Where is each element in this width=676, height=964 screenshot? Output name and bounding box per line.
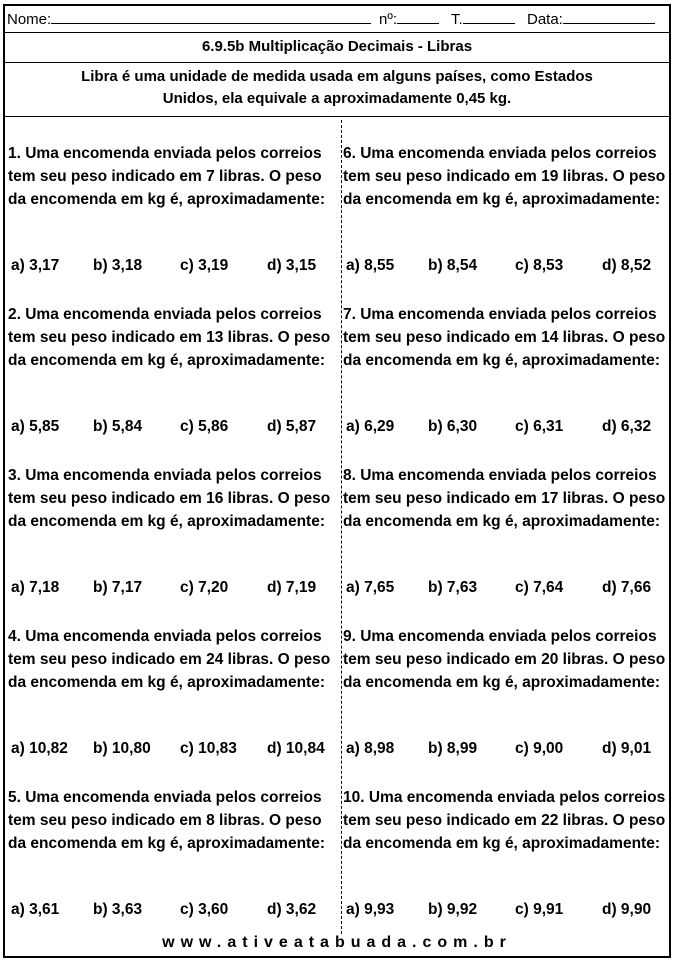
- number-line: [397, 10, 439, 24]
- option-c[interactable]: c) 7,20: [180, 579, 229, 596]
- option-d[interactable]: d) 9,90: [602, 901, 652, 918]
- option-d[interactable]: d) 10,84: [267, 740, 325, 757]
- option-c[interactable]: c) 10,83: [180, 740, 237, 757]
- class-field[interactable]: [451, 10, 515, 28]
- questions-area: [5, 116, 669, 934]
- title-row: [5, 32, 669, 63]
- question-text: 3. Uma encomenda enviada pelos correios tem seu peso indicado em 16 libras. O peso da encomenda em kg é, aproximadamente:: [8, 467, 331, 530]
- worksheet: [3, 4, 671, 958]
- option-a[interactable]: a) 9,93: [346, 901, 395, 918]
- class-label: T.: [451, 11, 463, 28]
- option-a[interactable]: a) 8,55: [346, 257, 395, 274]
- option-b[interactable]: b) 8,99: [428, 740, 478, 757]
- option-c[interactable]: c) 3,19: [180, 257, 229, 274]
- question-text: 7. Uma encomenda enviada pelos correios tem seu peso indicado em 14 libras. O peso da encomenda em kg é, aproximadamente:: [343, 306, 666, 369]
- question-text: 1. Uma encomenda enviada pelos correios tem seu peso indicado em 7 libras. O peso da encomenda em kg é, aproximadamente:: [8, 145, 325, 208]
- option-a[interactable]: a) 3,61: [11, 901, 60, 918]
- date-line: [563, 10, 655, 24]
- left-column: [5, 116, 338, 934]
- name-label: Nome:: [7, 11, 52, 28]
- option-a[interactable]: a) 8,98: [346, 740, 395, 757]
- option-b[interactable]: b) 10,80: [93, 740, 151, 757]
- question-text: 2. Uma encomenda enviada pelos correios tem seu peso indicado em 13 libras. O peso da encomenda em kg é, aproximadamente:: [8, 306, 331, 369]
- right-column: [340, 116, 673, 934]
- date-label: Data:: [527, 11, 563, 28]
- option-d[interactable]: d) 9,01: [602, 740, 652, 757]
- class-line: [463, 10, 515, 24]
- question-text: 6. Uma encomenda enviada pelos correios tem seu peso indicado em 19 libras. O peso da encomenda em kg é, aproximadamente:: [343, 145, 666, 208]
- info-line-1: Libra é uma unidade de medida usada em alguns países, como Estados: [81, 68, 593, 85]
- question-10: [340, 760, 673, 921]
- question-4: [5, 599, 338, 760]
- option-c[interactable]: c) 9,91: [515, 901, 564, 918]
- option-a[interactable]: a) 10,82: [11, 740, 68, 757]
- question-1: [5, 116, 338, 277]
- option-c[interactable]: c) 8,53: [515, 257, 564, 274]
- option-b[interactable]: b) 7,63: [428, 579, 478, 596]
- question-3: [5, 438, 338, 599]
- column-divider: [341, 120, 342, 934]
- footer-website: www.ativeatabuada.com.br: [162, 934, 512, 951]
- option-d[interactable]: d) 7,66: [602, 579, 652, 596]
- option-b[interactable]: b) 3,18: [93, 257, 143, 274]
- option-a[interactable]: a) 5,85: [11, 418, 60, 435]
- question-text: 8. Uma encomenda enviada pelos correios tem seu peso indicado em 17 libras. O peso da encomenda em kg é, aproximadamente:: [343, 467, 666, 530]
- question-8: [340, 438, 673, 599]
- question-7: [340, 277, 673, 438]
- number-field[interactable]: [379, 10, 439, 28]
- option-a[interactable]: a) 3,17: [11, 257, 60, 274]
- option-a[interactable]: a) 7,65: [346, 579, 395, 596]
- question-text: 9. Uma encomenda enviada pelos correios tem seu peso indicado em 20 libras. O peso da encomenda em kg é, aproximadamente:: [343, 628, 666, 691]
- option-c[interactable]: c) 3,60: [180, 901, 229, 918]
- option-b[interactable]: b) 7,17: [93, 579, 143, 596]
- option-c[interactable]: c) 6,31: [515, 418, 564, 435]
- question-text: 4. Uma encomenda enviada pelos correios tem seu peso indicado em 24 libras. O peso da encomenda em kg é, aproximadamente:: [8, 628, 331, 691]
- student-info-row: [5, 6, 669, 33]
- question-6: [340, 116, 673, 277]
- name-line: [51, 10, 371, 24]
- option-b[interactable]: b) 3,63: [93, 901, 143, 918]
- name-field[interactable]: [7, 10, 371, 28]
- option-b[interactable]: b) 9,92: [428, 901, 478, 918]
- info-line-2: Unidos, ela equivale a aproximadamente 0,45 kg.: [162, 90, 512, 107]
- question-9: [340, 599, 673, 760]
- option-d[interactable]: d) 7,19: [267, 579, 317, 596]
- number-label: nº:: [379, 11, 397, 28]
- question-2: [5, 277, 338, 438]
- info-text: [5, 66, 669, 110]
- option-c[interactable]: c) 5,86: [180, 418, 229, 435]
- option-d[interactable]: d) 8,52: [602, 257, 652, 274]
- option-d[interactable]: d) 3,15: [267, 257, 317, 274]
- option-b[interactable]: b) 8,54: [428, 257, 478, 274]
- option-d[interactable]: d) 3,62: [267, 901, 317, 918]
- option-c[interactable]: c) 9,00: [515, 740, 564, 757]
- question-text: 10. Uma encomenda enviada pelos correios tem seu peso indicado em 22 libras. O peso da encomenda em kg é, aproximadamente:: [343, 789, 666, 852]
- option-d[interactable]: d) 6,32: [602, 418, 652, 435]
- info-box: [5, 62, 669, 117]
- option-d[interactable]: d) 5,87: [267, 418, 317, 435]
- option-a[interactable]: a) 6,29: [346, 418, 395, 435]
- option-c[interactable]: c) 7,64: [515, 579, 564, 596]
- question-text: 5. Uma encomenda enviada pelos correios tem seu peso indicado em 8 libras. O peso da encomenda em kg é, aproximadamente:: [8, 789, 325, 852]
- date-field[interactable]: [527, 10, 655, 28]
- option-a[interactable]: a) 7,18: [11, 579, 60, 596]
- page-title: 6.9.5b Multiplicação Decimais - Libras: [201, 38, 473, 55]
- option-b[interactable]: b) 6,30: [428, 418, 478, 435]
- question-5: [5, 760, 338, 921]
- option-b[interactable]: b) 5,84: [93, 418, 143, 435]
